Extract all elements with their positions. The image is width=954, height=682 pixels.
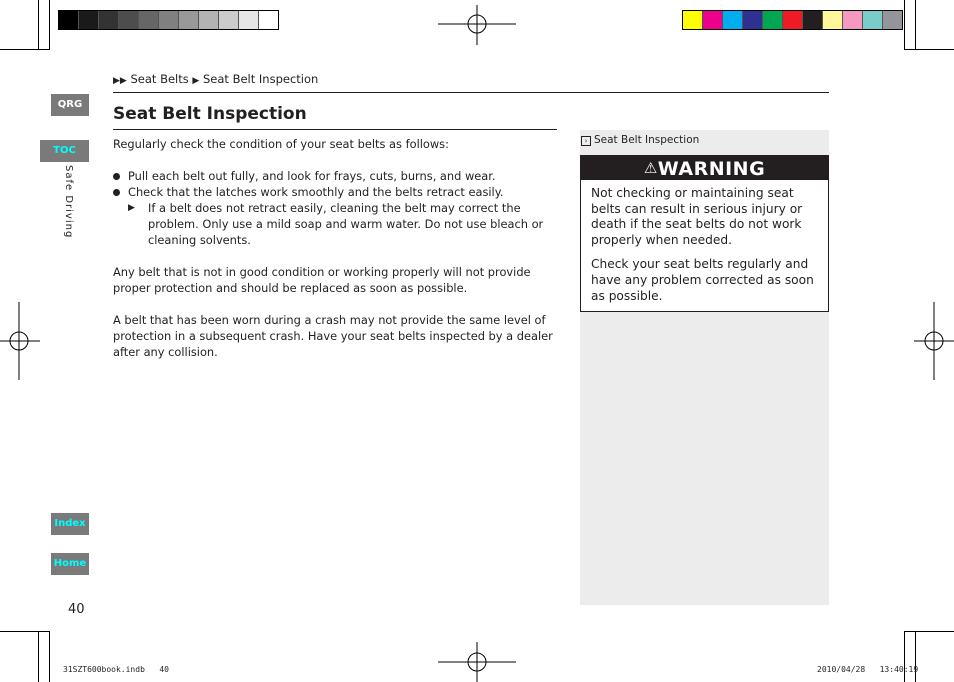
qrg-tab[interactable]: QRG <box>51 94 89 116</box>
index-tab[interactable]: Index <box>51 513 89 535</box>
footer-timestamp: 2010/04/28 13:40:19 <box>817 665 919 674</box>
breadcrumb-item-seat-belts[interactable]: Seat Belts <box>130 72 189 86</box>
footer-file-info: 31SZT600book.indb 40 <box>63 665 169 674</box>
arrow-icon: ▶ <box>128 203 135 213</box>
color-swatch <box>219 11 239 29</box>
breadcrumb-arrow-icon: ▶▶ <box>113 76 127 86</box>
warning-triangle-icon: ⚠ <box>643 159 658 177</box>
list-item: Pull each belt out fully, and look for frays, cuts, burns, and wear. <box>113 168 553 184</box>
color-swatch <box>863 11 883 29</box>
breadcrumb-item-current: Seat Belt Inspection <box>202 72 319 86</box>
color-swatch <box>843 11 863 29</box>
warning-paragraph: Not checking or maintaining seat belts can result in serious injury or death if the seat belts do not work properly when needed. <box>591 186 803 247</box>
breadcrumb-arrow-icon: ▶ <box>192 76 200 86</box>
color-swatch <box>783 11 803 29</box>
registration-mark-bottom <box>438 642 516 682</box>
sidebar-heading <box>580 130 829 150</box>
toc-tab[interactable]: TOC <box>40 140 89 162</box>
sidebar-heading-text: Seat Belt Inspection <box>594 134 700 146</box>
paragraph: Any belt that is not in good condition or working properly will not provide proper protection and should be replaced as soon as possible. <box>113 265 531 295</box>
process-color-bar <box>682 10 903 30</box>
warning-label: WARNING <box>657 158 766 180</box>
sub-note-text: If a belt does not retract easily, cleaning the belt may correct the problem. Only use a mild soap and warm water. Do not use bleach or cleaning solvents. <box>148 201 544 247</box>
main-content <box>113 136 553 360</box>
list-item: Check that the latches work smoothly and the belts retract easily. <box>113 184 553 200</box>
warning-text <box>581 180 828 304</box>
color-swatch <box>703 11 723 29</box>
intro-text: Regularly check the condition of your seat belts as follows: <box>113 137 449 151</box>
color-swatch <box>883 11 902 29</box>
color-swatch <box>743 11 763 29</box>
color-swatch <box>119 11 139 29</box>
color-swatch <box>259 11 278 29</box>
color-swatch <box>79 11 99 29</box>
title-rule <box>113 129 557 130</box>
color-swatch <box>199 11 219 29</box>
inspection-list <box>113 168 553 200</box>
grayscale-color-bar <box>58 10 279 30</box>
section-label: Safe Driving <box>63 165 74 239</box>
color-swatch <box>59 11 79 29</box>
sub-note <box>113 200 553 248</box>
color-swatch <box>99 11 119 29</box>
home-tab[interactable]: Home <box>51 553 89 575</box>
warning-paragraph: Check your seat belts regularly and have any problem corrected as soon as possible. <box>591 257 814 303</box>
color-swatch <box>763 11 783 29</box>
color-swatch <box>159 11 179 29</box>
registration-mark-right <box>914 302 954 380</box>
color-swatch <box>239 11 259 29</box>
color-swatch <box>179 11 199 29</box>
reference-icon: › <box>581 136 591 146</box>
color-swatch <box>139 11 159 29</box>
page-title: Seat Belt Inspection <box>113 104 307 124</box>
page-number: 40 <box>68 602 85 617</box>
registration-mark-top <box>438 0 516 50</box>
warning-header <box>581 156 828 180</box>
color-swatch <box>723 11 743 29</box>
color-swatch <box>803 11 823 29</box>
paragraph: A belt that has been worn during a crash may not provide the same level of protection in a subsequent crash. Have your seat belts inspected by a dealer after any collision. <box>113 313 553 359</box>
breadcrumb <box>113 72 318 86</box>
registration-mark-left <box>0 302 40 380</box>
header-rule <box>113 92 829 93</box>
color-swatch <box>823 11 843 29</box>
color-swatch <box>683 11 703 29</box>
warning-box <box>580 155 829 312</box>
